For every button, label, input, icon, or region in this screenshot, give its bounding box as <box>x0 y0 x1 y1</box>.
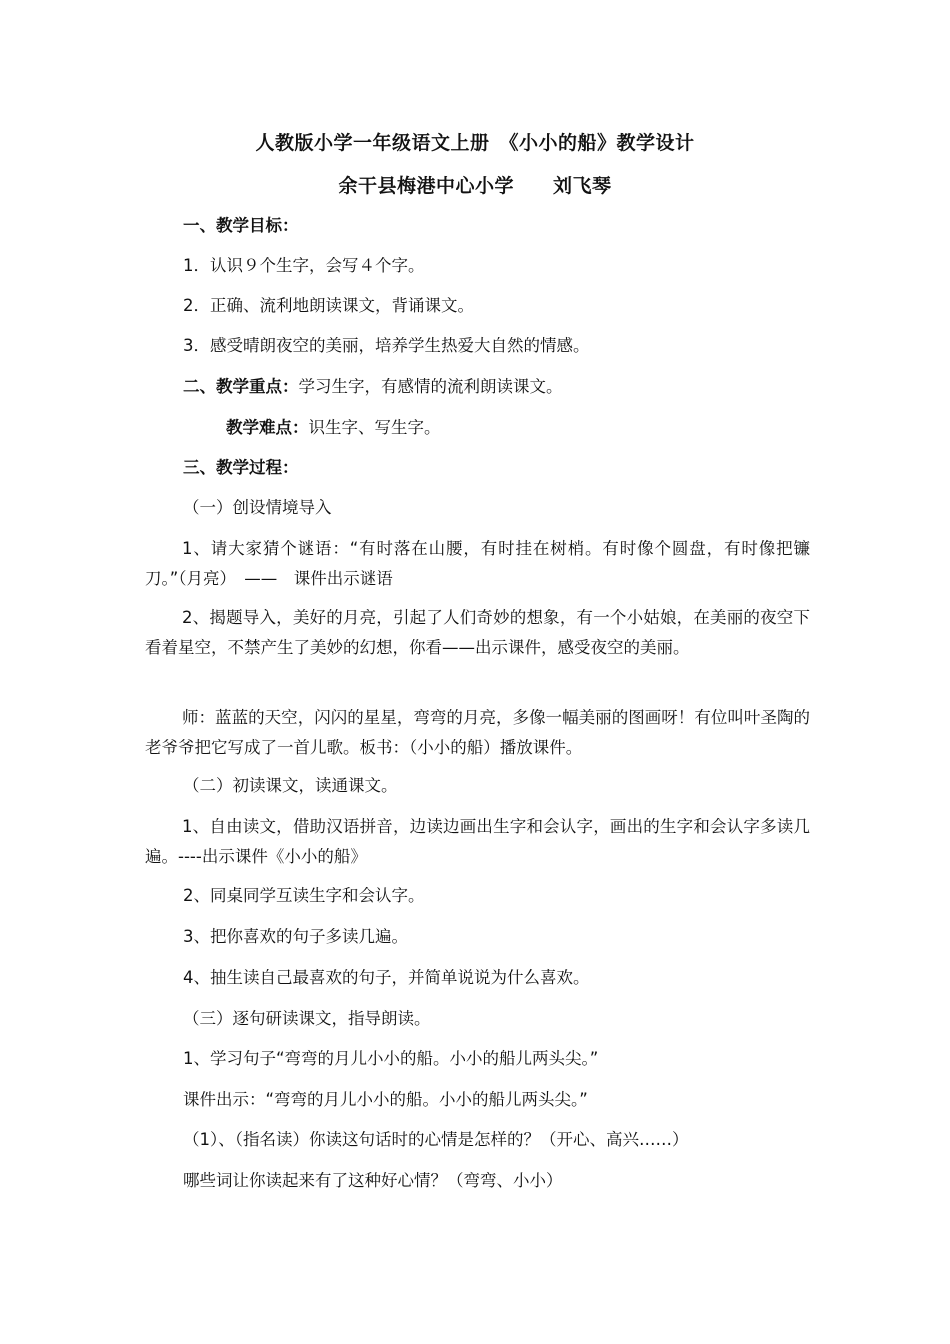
goal-item: 3．感受晴朗夜空的美丽，培养学生热爱大自然的情感。 <box>183 336 590 355</box>
difficulty-label: 教学难点： <box>226 418 309 437</box>
key-point-label: 二、教学重点： <box>183 377 299 396</box>
process-heading: 三、教学过程： <box>183 458 299 477</box>
paragraph: 哪些词让你读起来有了这种好心情？（弯弯、小小） <box>183 1171 563 1190</box>
part1-heading: （一）创设情境导入 <box>183 498 332 517</box>
difficulty-text: 识生字、写生字。 <box>308 418 441 437</box>
key-point-line <box>183 372 563 402</box>
paragraph: 课件出示：“弯弯的月儿小小的船。小小的船儿两头尖。” <box>183 1090 588 1109</box>
paragraph: 1、学习句子“弯弯的月儿小小的船。小小的船儿两头尖。” <box>183 1049 599 1068</box>
part2-heading: （二）初读课文，读通课文。 <box>183 776 398 795</box>
goals-heading: 一、教学目标： <box>183 216 299 235</box>
paragraph: 1、自由读文，借助汉语拼音，边读边画出生字和会认字，画出的生字和会认字多读几遍。----出示课件《小小的船》 <box>145 817 810 866</box>
document-subtitle: 余干县梅港中心小学 刘飞琴 <box>338 175 612 197</box>
paragraph: 2、揭题导入，美好的月亮，引起了人们奇妙的想象，有一个小姑娘，在美丽的夜空下看着星空，不禁产生了美妙的幻想，你看——出示课件，感受夜空的美丽。 <box>145 608 810 657</box>
goal-item: 1．认识９个生字，会写４个字。 <box>183 256 425 275</box>
paragraph: （1）、（指名读）你读这句话时的心情是怎样的？（开心、高兴……） <box>183 1130 689 1149</box>
goal-item: 2．正确、流利地朗读课文，背诵课文。 <box>183 296 474 315</box>
paragraph: 2、同桌同学互读生字和会认字。 <box>183 886 425 905</box>
paragraph: 1、请大家猜个谜语：“有时落在山腰，有时挂在树梢。有时像个圆盘，有时像把镰刀。”（月亮） —— 课件出示谜语 <box>145 539 810 588</box>
key-point-text: 学习生字，有感情的流利朗读课文。 <box>298 377 563 396</box>
paragraph: 4、抽生读自己最喜欢的句子，并简单说说为什么喜欢。 <box>183 968 590 987</box>
paragraph: 3、把你喜欢的句子多读几遍。 <box>183 927 408 946</box>
part3-heading: （三）逐句研读课文，指导朗读。 <box>183 1009 431 1028</box>
difficulty-line <box>226 413 441 443</box>
document-title: 人教版小学一年级语文上册 《小小的船》教学设计 <box>255 132 695 154</box>
paragraph: 师：蓝蓝的天空，闪闪的星星，弯弯的月亮，多像一幅美丽的图画呀！有位叫叶圣陶的老爷爷把它写成了一首儿歌。板书：（小小的船）播放课件。 <box>145 708 810 757</box>
